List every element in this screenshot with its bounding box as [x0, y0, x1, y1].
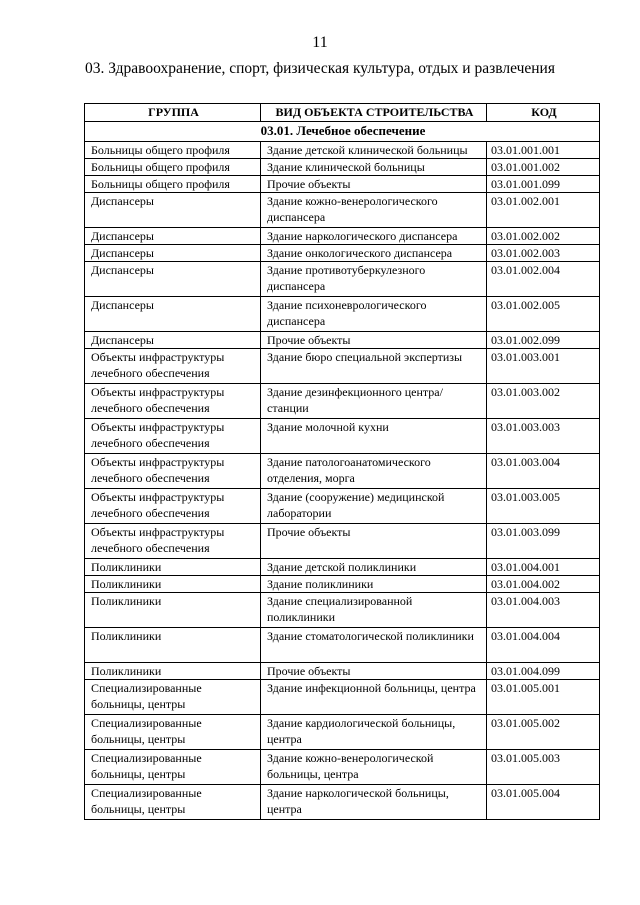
cell-group: Специализированные больницы, центры: [85, 785, 261, 820]
cell-code: 03.01.004.003: [487, 593, 600, 628]
cell-group: Поликлиники: [85, 576, 261, 593]
header-group: ГРУППА: [85, 104, 261, 122]
cell-object-type: Здание противотуберкулезного диспансера: [261, 262, 487, 297]
cell-code: 03.01.004.099: [487, 663, 600, 680]
cell-code: 03.01.002.002: [487, 228, 600, 245]
cell-group: Специализированные больницы, центры: [85, 680, 261, 715]
cell-object-type: Здание кожно-венерологической больницы, центра: [261, 750, 487, 785]
cell-group: Специализированные больницы, центры: [85, 750, 261, 785]
cell-group: Диспансеры: [85, 228, 261, 245]
cell-code: 03.01.003.003: [487, 419, 600, 454]
cell-code: 03.01.002.005: [487, 297, 600, 332]
cell-object-type: Здание детской клинической больницы: [261, 142, 487, 159]
cell-code: 03.01.004.002: [487, 576, 600, 593]
cell-group: Поликлиники: [85, 663, 261, 680]
cell-group: Объекты инфраструктуры лечебного обеспечения: [85, 419, 261, 454]
table-row: [85, 349, 600, 384]
cell-code: 03.01.003.004: [487, 454, 600, 489]
cell-object-type: Здание стоматологической поликлиники: [261, 628, 487, 663]
page-number: 11: [312, 34, 328, 51]
cell-code: 03.01.003.005: [487, 489, 600, 524]
cell-group: Поликлиники: [85, 559, 261, 576]
cell-code: 03.01.003.099: [487, 524, 600, 559]
cell-group: Специализированные больницы, центры: [85, 715, 261, 750]
table-row: [85, 715, 600, 750]
cell-object-type: Здание (сооружение) медицинской лаборатории: [261, 489, 487, 524]
table-row: [85, 193, 600, 228]
cell-object-type: Здание кожно-венерологического диспансера: [261, 193, 487, 228]
cell-group: Объекты инфраструктуры лечебного обеспечения: [85, 524, 261, 559]
table-row: [85, 559, 600, 576]
cell-object-type: Здание онкологического диспансера: [261, 245, 487, 262]
cell-code: 03.01.004.004: [487, 628, 600, 663]
section-title: 03. Здравоохранение, спорт, физическая культура, отдых и развлечения: [85, 60, 555, 77]
cell-code: 03.01.002.099: [487, 332, 600, 349]
cell-group: Диспансеры: [85, 262, 261, 297]
table-row: [85, 663, 600, 680]
cell-code: 03.01.004.001: [487, 559, 600, 576]
cell-object-type: Здание дезинфекционного центра/станции: [261, 384, 487, 419]
table-row: [85, 419, 600, 454]
cell-group: Диспансеры: [85, 245, 261, 262]
table-row: [85, 262, 600, 297]
cell-code: 03.01.003.002: [487, 384, 600, 419]
table-row: [85, 628, 600, 663]
cell-object-type: Здание молочной кухни: [261, 419, 487, 454]
header-object-type: ВИД ОБЪЕКТА СТРОИТЕЛЬСТВА: [261, 104, 487, 122]
table-subheading: 03.01. Лечебное обеспечение: [85, 122, 600, 142]
table-row: [85, 176, 600, 193]
cell-object-type: Здание наркологической больницы, центра: [261, 785, 487, 820]
cell-code: 03.01.001.001: [487, 142, 600, 159]
table-row: [85, 142, 600, 159]
header-code: КОД: [487, 104, 600, 122]
cell-code: 03.01.005.002: [487, 715, 600, 750]
table-row: [85, 384, 600, 419]
cell-object-type: Здание наркологического диспансера: [261, 228, 487, 245]
cell-code: 03.01.002.001: [487, 193, 600, 228]
table-row: [85, 576, 600, 593]
cell-group: Поликлиники: [85, 628, 261, 663]
cell-group: Диспансеры: [85, 193, 261, 228]
cell-group: Поликлиники: [85, 593, 261, 628]
table-header-row: [85, 104, 600, 122]
table-row: [85, 245, 600, 262]
cell-code: 03.01.002.004: [487, 262, 600, 297]
table-row: [85, 489, 600, 524]
cell-object-type: Здание психоневрологического диспансера: [261, 297, 487, 332]
cell-object-type: Прочие объекты: [261, 332, 487, 349]
cell-group: Диспансеры: [85, 297, 261, 332]
table-row: [85, 228, 600, 245]
cell-code: 03.01.005.001: [487, 680, 600, 715]
cell-object-type: Здание кардиологической больницы, центра: [261, 715, 487, 750]
table-row: [85, 454, 600, 489]
cell-code: 03.01.005.003: [487, 750, 600, 785]
cell-code: 03.01.003.001: [487, 349, 600, 384]
cell-object-type: Прочие объекты: [261, 663, 487, 680]
table-row: [85, 750, 600, 785]
cell-group: Больницы общего профиля: [85, 142, 261, 159]
cell-group: Объекты инфраструктуры лечебного обеспечения: [85, 349, 261, 384]
table-row: [85, 785, 600, 820]
cell-group: Больницы общего профиля: [85, 159, 261, 176]
table-row: [85, 680, 600, 715]
cell-code: 03.01.001.099: [487, 176, 600, 193]
cell-group: Объекты инфраструктуры лечебного обеспечения: [85, 384, 261, 419]
cell-code: 03.01.001.002: [487, 159, 600, 176]
cell-object-type: Здание детской поликлиники: [261, 559, 487, 576]
table-row: [85, 593, 600, 628]
cell-group: Объекты инфраструктуры лечебного обеспечения: [85, 489, 261, 524]
cell-code: 03.01.002.003: [487, 245, 600, 262]
table-row: [85, 524, 600, 559]
table-row: [85, 297, 600, 332]
table-subheading-row: [85, 122, 600, 142]
table-row: [85, 159, 600, 176]
cell-object-type: Здание клинической больницы: [261, 159, 487, 176]
construction-objects-table: [84, 103, 600, 820]
cell-object-type: Здание бюро специальной экспертизы: [261, 349, 487, 384]
cell-group: Объекты инфраструктуры лечебного обеспечения: [85, 454, 261, 489]
cell-object-type: Здание поликлиники: [261, 576, 487, 593]
table-row: [85, 332, 600, 349]
cell-object-type: Прочие объекты: [261, 524, 487, 559]
cell-object-type: Здание специализированной поликлиники: [261, 593, 487, 628]
cell-group: Диспансеры: [85, 332, 261, 349]
cell-object-type: Здание инфекционной больницы, центра: [261, 680, 487, 715]
cell-object-type: Здание патологоанатомического отделения, морга: [261, 454, 487, 489]
cell-code: 03.01.005.004: [487, 785, 600, 820]
cell-object-type: Прочие объекты: [261, 176, 487, 193]
cell-group: Больницы общего профиля: [85, 176, 261, 193]
